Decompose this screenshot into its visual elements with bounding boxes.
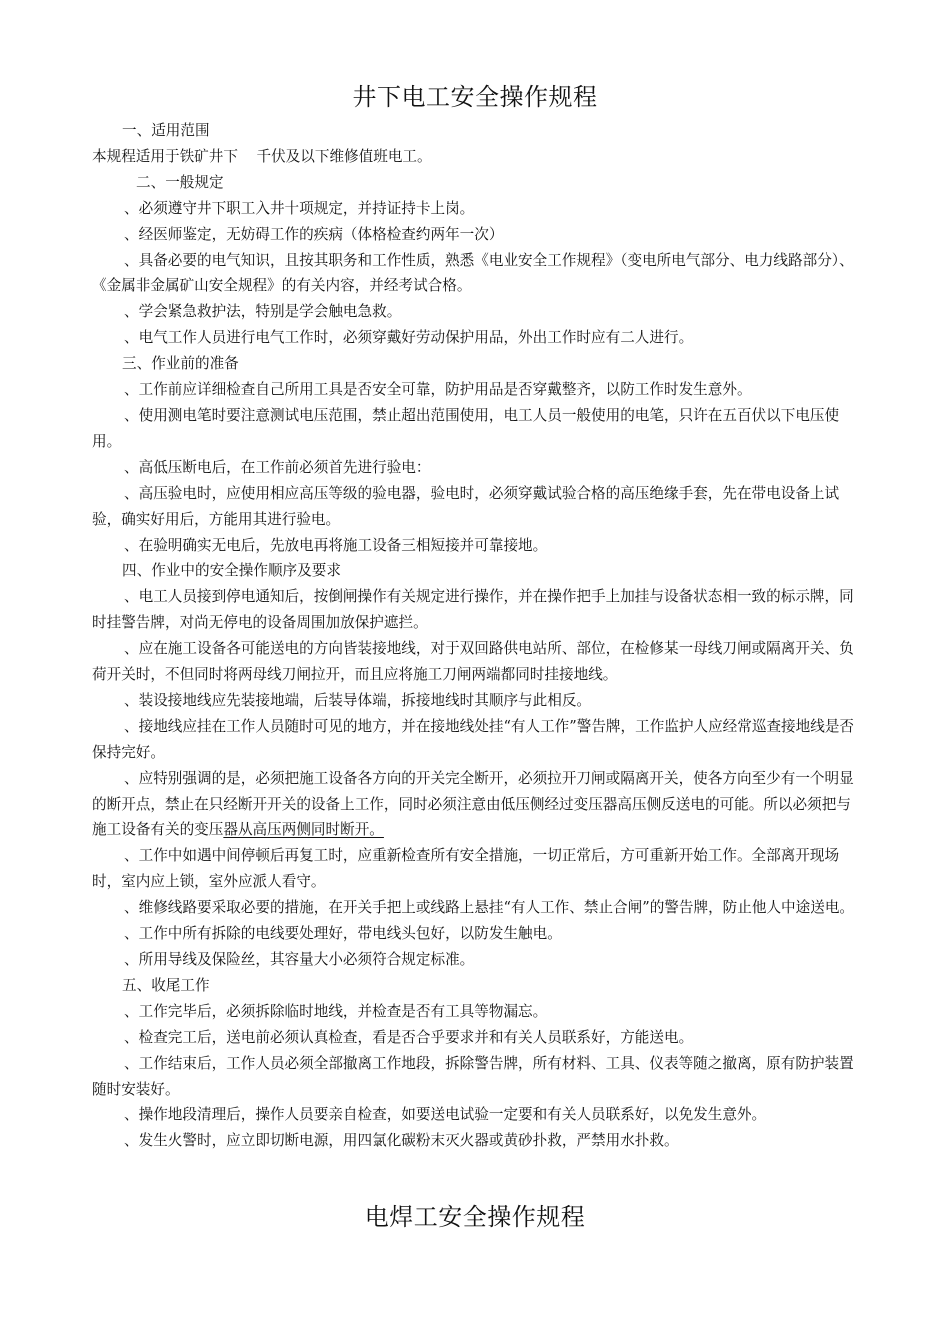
preparation-item: 、工作前应详细检查自己所用工具是否安全可靠，防护用品是否穿戴整齐，以防工作时发生意外。	[124, 381, 752, 399]
second-document-title: 电焊工安全操作规程	[364, 1203, 586, 1231]
section-heading-general: 二、一般规定	[136, 173, 224, 191]
section-heading-closing: 五、收尾工作	[122, 976, 210, 994]
closing-item: 、发生火警时，应立即切断电源，用四氯化碳粉末灭火器或黄砂扑救，严禁用水扑救。	[124, 1132, 679, 1150]
section-heading-preparation: 三、作业前的准备	[122, 355, 239, 373]
closing-item: 、操作地段清理后，操作人员要亲自检查，如要送电试验一定要和有关人员联系好，以免发生意外。	[124, 1106, 767, 1124]
closing-item: 、检查完工后，送电前必须认真检查，看是否合乎要求并和有关人员联系好，方能送电。	[124, 1028, 694, 1046]
document-title: 井下电工安全操作规程	[352, 83, 598, 111]
operation-item: 、应在施工设备各可能送电的方向皆装接地线，对于双回路供电站所、部位，在检修某一母线刀闸或隔离开关、负荷开关时，不但同时将两母线刀闸拉开，而且应将施工刀闸两端都同时挂接地线。	[92, 640, 854, 684]
preparation-item: 、高压验电时，应使用相应高压等级的验电器，验电时，必须穿戴试验合格的高压绝缘手套，先在带电设备上试验，确实好用后，方能用其进行验电。	[92, 484, 840, 528]
operation-item: 、所用导线及保险丝，其容量大小必须符合规定标准。	[124, 951, 475, 968]
operation-item: 、装设接地线应先装接地端，后装导体端，拆接地线时其顺序与此相反。	[124, 691, 592, 709]
general-item: 、电气工作人员进行电气工作时，必须穿戴好劳动保护用品，外出工作时应有二人进行。	[124, 329, 694, 347]
underlined-text: 器从高压两侧同时断开。	[223, 821, 384, 839]
general-item: 、必须遵守井下职工入井十项规定，并持证持卡上岗。	[124, 199, 475, 217]
closing-item: 、工作完毕后，必须拆除临时地线，并检查是否有工具等物漏忘。	[124, 1002, 548, 1020]
general-item: 、具备必要的电气知识，且按其职务和工作性质，熟悉《电业安全工作规程》（变电所电气部分、电力线路部分）、《金属非金属矿山安全规程》的有关内容，并经考试合格。	[92, 251, 854, 295]
document-body	[92, 118, 864, 1154]
preparation-item: 、高低压断电后，在工作前必须首先进行验电：	[124, 458, 431, 476]
operation-item: 、工作中如遇中间停顿后再复工时，应重新检查所有安全措施，一切正常后，方可重新开始工作。全部离开现场时，室内应上锁，室外应派人看守。	[92, 847, 840, 891]
section-heading-operation: 四、作业中的安全操作顺序及要求	[122, 562, 341, 580]
operation-item: 、电工人员接到停电通知后，按倒闸操作有关规定进行操作，并在操作把手上加挂与设备状态相一致的标示牌，同时挂警告牌，对尚无停电的设备周围加放保护遮拦。	[92, 588, 854, 632]
operation-item: 、接地线应挂在工作人员随时可见的地方，并在接地线处挂“有人工作”警告牌，工作监护人应经常巡查接地线是否保持完好。	[92, 717, 855, 761]
preparation-item: 、在验明确实无电后，先放电再将施工设备三相短接并可靠接地。	[124, 536, 548, 554]
operation-item: 、工作中所有拆除的电线要处理好，带电线头包好，以防发生触电。	[124, 925, 562, 943]
operation-item-text: 、应特别强调的是，必须把施工设备各方向的开关完全断开，必须拉开刀闸或隔离开关，使各方向至少有一个明显的断开点，禁止在只经断开开关的设备上工作，同时必须注意由低压侧经过变压器高压侧反送电的可能。所以必须把与施工设备有关的变压	[92, 769, 854, 839]
operation-item: 、维修线路要采取必要的措施，在开关手把上或线路上悬挂“有人工作、禁止合闸”的警告牌，防止他人中途送电。	[124, 899, 855, 917]
general-item: 、学会紧急救护法，特别是学会触电急救。	[124, 303, 402, 321]
operation-item	[92, 766, 864, 844]
section-heading-scope: 一、适用范围	[122, 122, 210, 139]
preparation-item: 、使用测电笔时要注意测试电压范围，禁止超出范围使用，电工人员一般使用的电笔，只许在五百伏以下电压使用。	[92, 406, 840, 450]
general-item: 、经医师鉴定，无妨碍工作的疾病（体格检查约两年一次）	[124, 225, 504, 243]
closing-item: 、工作结束后，工作人员必须全部撤离工作地段，拆除警告牌，所有材料、工具、仪表等随之撤离，原有防护装置随时安装好。	[92, 1054, 854, 1098]
scope-paragraph: 本规程适用于铁矿井下 千伏及以下维修值班电工。	[92, 147, 432, 165]
